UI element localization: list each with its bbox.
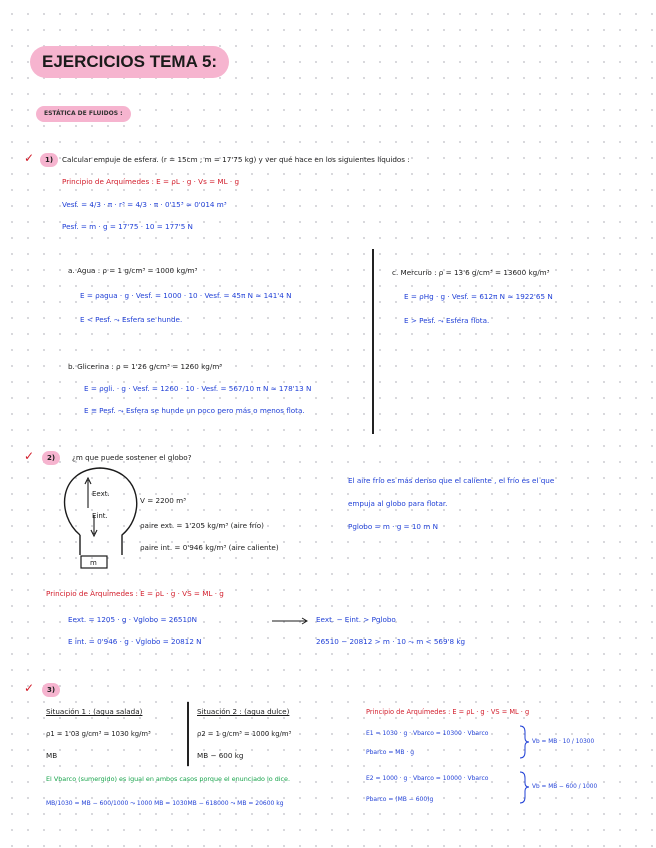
ex2-pglobo: Pglobo = m · g = 10 m N [348, 522, 438, 531]
ex1-c-line3: E > Pesf. ⤳ Esfera flota. [404, 316, 490, 325]
ex2-e-int: Eint. [92, 512, 108, 520]
ex1-weight: Pesf. = m · g = 17'75 · 10 = 177'5 N [62, 222, 193, 231]
ex2-result: 26510 − 20812 > m · 10 ⤳ m < 569'8 kg [316, 637, 466, 646]
ex3-r2-e2: E2 = 1000 · g · Vbarco = 10000 · Vbarco [366, 775, 489, 782]
ex3-principle: Principio de Arquímedes : E = ρL · g · VS = ML · g [366, 708, 530, 716]
ex2-note-line2: empuja al globo para flotar. [348, 499, 448, 508]
ex1-principle: Principio de Arquímedes : E = ρL · g · Vs = ML · g [62, 177, 240, 186]
ex2-rho-ext: ρaire ext. = 1'205 kg/m³ (aire frío) [140, 521, 264, 530]
ex3-s2-title: Situación 2 : (agua dulce) [197, 707, 290, 716]
check-mark-3: ✓ [24, 681, 35, 695]
ex1-b-line2: E = ρgli. · g · Vesf. = 1260 · 10 · Vesf. = 567/10 π N ≈ 178'13 N [84, 384, 312, 393]
exercise-number-3: 3) [42, 683, 60, 697]
ex2-prompt: ¿m que puede sostener el globo? [72, 453, 192, 462]
ex3-final: MB/1030 = MB − 600/1000 ⤳ 1000 MB = 1030MB − 618000 ⤳ MB = 20600 kg [46, 800, 284, 807]
ex3-s1-rho: ρ1 = 1'03 g/cm³ = 1030 kg/m³ [46, 730, 151, 738]
ex1-c-line1: c. Mercurio : ρ = 13'6 g/cm³ = 13600 kg/m³ [392, 268, 550, 277]
ex3-s1-mb: MB [46, 751, 58, 760]
check-mark-2: ✓ [24, 449, 35, 463]
ex2-mass-label: m [90, 559, 97, 567]
ex1-b-line1: b. Glicerina : ρ = 1'26 g/cm³ = 1260 kg/m³ [68, 362, 223, 371]
ex3-r2-pbarco: Pbarco = (MB − 600)g [366, 796, 434, 803]
ex2-e-ext: Eext. [92, 490, 110, 498]
ex1-a-line1: a. Agua : ρ = 1 g/cm³ = 1000 kg/m³ [68, 266, 198, 275]
ex3-r1-pbarco: Pbarco = MB · g [366, 749, 415, 756]
ex2-condition: Eext. − Eint. > Pglobo [316, 615, 396, 624]
section-label: ESTÁTICA DE FLUIDOS : [36, 106, 131, 122]
ex3-r1-e1: E1 = 1030 · g · Vbarco = 10300 · Vbarco [366, 730, 489, 737]
exercise-number-1: 1) [40, 153, 58, 167]
ex1-b-line3: E ≅ Pesf. ⤳ Esfera se hunde un poco pero más o menos flota. [84, 406, 305, 415]
ex1-a-line2: E = ρagua · g · Vesf. = 1000 · 10 · Vesf. = 45π N ≈ 141'4 N [80, 291, 292, 300]
ex2-note-line1: El aire frío es más denso que el caliente , el frío es el que [348, 476, 555, 485]
ex1-c-line2: E = ρHg · g · Vesf. = 612π N ≈ 1922'65 N [404, 292, 553, 301]
ex3-r1-vb: Vb = MB · 10 / 10300 [532, 739, 595, 745]
exercise-number-2: 2) [42, 451, 60, 465]
ex1-a-line3: E < Pesf. ⤳ Esfera se hunde. [80, 315, 183, 324]
ex3-r2-vb: Vb = MB − 600 / 1000 [532, 784, 598, 790]
ex2-eint-calc: E int. = 0'946 · g · Vglobo = 20812 N [68, 637, 202, 646]
ex2-eext-calc: Eext. = 1205 · g · Vglobo = 26510N [68, 615, 198, 624]
ex1-prompt: Calcular empuje de esfera. (r = 15cm ; m = 17'75 kg) y ver qué hace en los siguientes líquidos : [62, 155, 410, 164]
page-title: EJERCICIOS TEMA 5: [30, 46, 229, 78]
ex3-s1-title: Situación 1 : (agua salada) [46, 707, 143, 716]
check-mark-1: ✓ [24, 151, 35, 165]
ex3-s2-mb: MB − 600 kg [197, 751, 244, 760]
ex3-s2-rho: ρ2 = 1 g/cm³ = 1000 kg/m³ [197, 730, 292, 738]
ex2-rho-int: ρaire int. = 0'946 kg/m³ (aire caliente) [140, 543, 279, 552]
ex1-volume: Vesf. = 4/3 · π · r³ = 4/3 · π · 0'15³ ≈ 0'014 m³ [62, 200, 227, 209]
ex3-note: El Vbarco (sumergido) es igual en ambos casos porque el enunciado lo dice. [46, 775, 291, 783]
ex2-volume: V = 2200 m³ [140, 496, 186, 505]
ex2-principle: Principio de Arquímedes : E = ρL · g · VS = ML · g [46, 589, 224, 598]
